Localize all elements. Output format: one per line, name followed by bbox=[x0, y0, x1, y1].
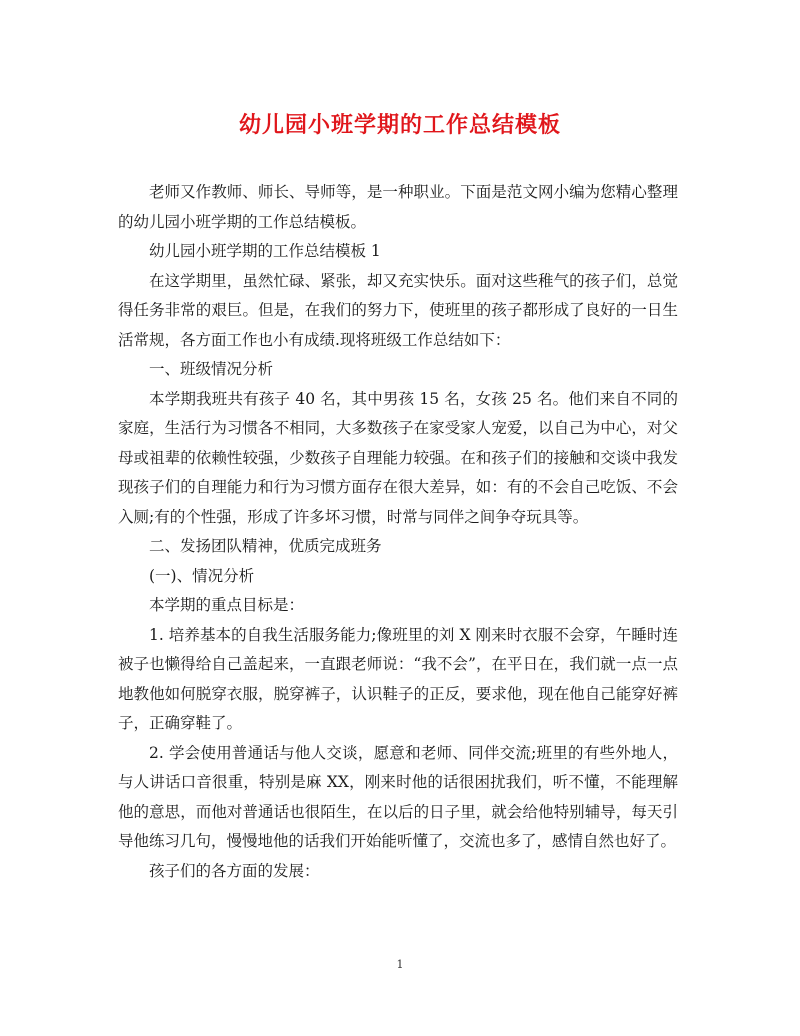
body-paragraph: 本学期我班共有孩子 40 名，其中男孩 15 名，女孩 25 名。他们来自不同的家庭，生活行为习惯各不相同，大多数孩子在家受家人宠爱，以自己为中心，对父母或祖辈的依赖性较强，少数孩子自理能力较强。在和孩子们的接触和交谈中我发现孩子们的自理能力和行为习惯方面存在很大差异，如：有的不会自己吃饭、不会入厕;有的个性强，形成了许多坏习惯，时常与同伴之间争夺玩具等。 bbox=[118, 389, 678, 526]
section-heading: 幼儿园小班学期的工作总结模板 1 bbox=[149, 242, 381, 260]
list-item-paragraph: 1. 培养基本的自我生活服务能力;像班里的刘 X 刚来时衣服不会穿，午睡时连被子也懒得给自己盖起来，一直跟老师说：“我不会”，在平日在，我们就一点一点地教他如何脱穿衣服，脱穿裤子，认识鞋子的正反，要求他，现在他自己能穿好裤子，正确穿鞋了。 bbox=[118, 625, 678, 732]
section-heading: 二、发扬团队精神，优质完成班务 bbox=[149, 537, 382, 555]
body-paragraph: 本学期的重点目标是： bbox=[149, 596, 305, 614]
intro-paragraph: 老师又作教师、师长、导师等，是一种职业。下面是范文网小编为您精心整理的幼儿园小班学期的工作总结模板。 bbox=[118, 183, 678, 231]
subsection-heading: (一)、情况分析 bbox=[149, 566, 255, 585]
document-title: 幼儿园小班学期的工作总结模板 bbox=[238, 112, 561, 138]
list-item-paragraph: 2. 学会使用普通话与他人交谈，愿意和老师、同伴交流;班里的有些外地人，与人讲话口音很重，特别是麻 XX，刚来时他的话很困扰我们，听不懂，不能理解他的意思，而他对普通话也很陌生，在以后的日子里，就会给他特别辅导，每天引导他练习几句，慢慢地他的话我们开始能听懂了，交流也多了，感情自然也好了。 bbox=[118, 743, 678, 850]
section-heading: 一、班级情况分析 bbox=[149, 360, 274, 378]
document-body bbox=[118, 178, 678, 886]
page-number: 1 bbox=[396, 958, 404, 971]
body-paragraph: 在这学期里，虽然忙碌、紧张，却又充实快乐。面对这些稚气的孩子们，总觉得任务非常的艰巨。但是，在我们的努力下，使班里的孩子都形成了良好的一日生活常规，各方面工作也小有成绩.现将班级工作总结如下： bbox=[118, 271, 678, 349]
body-paragraph: 孩子们的各方面的发展： bbox=[149, 861, 320, 880]
